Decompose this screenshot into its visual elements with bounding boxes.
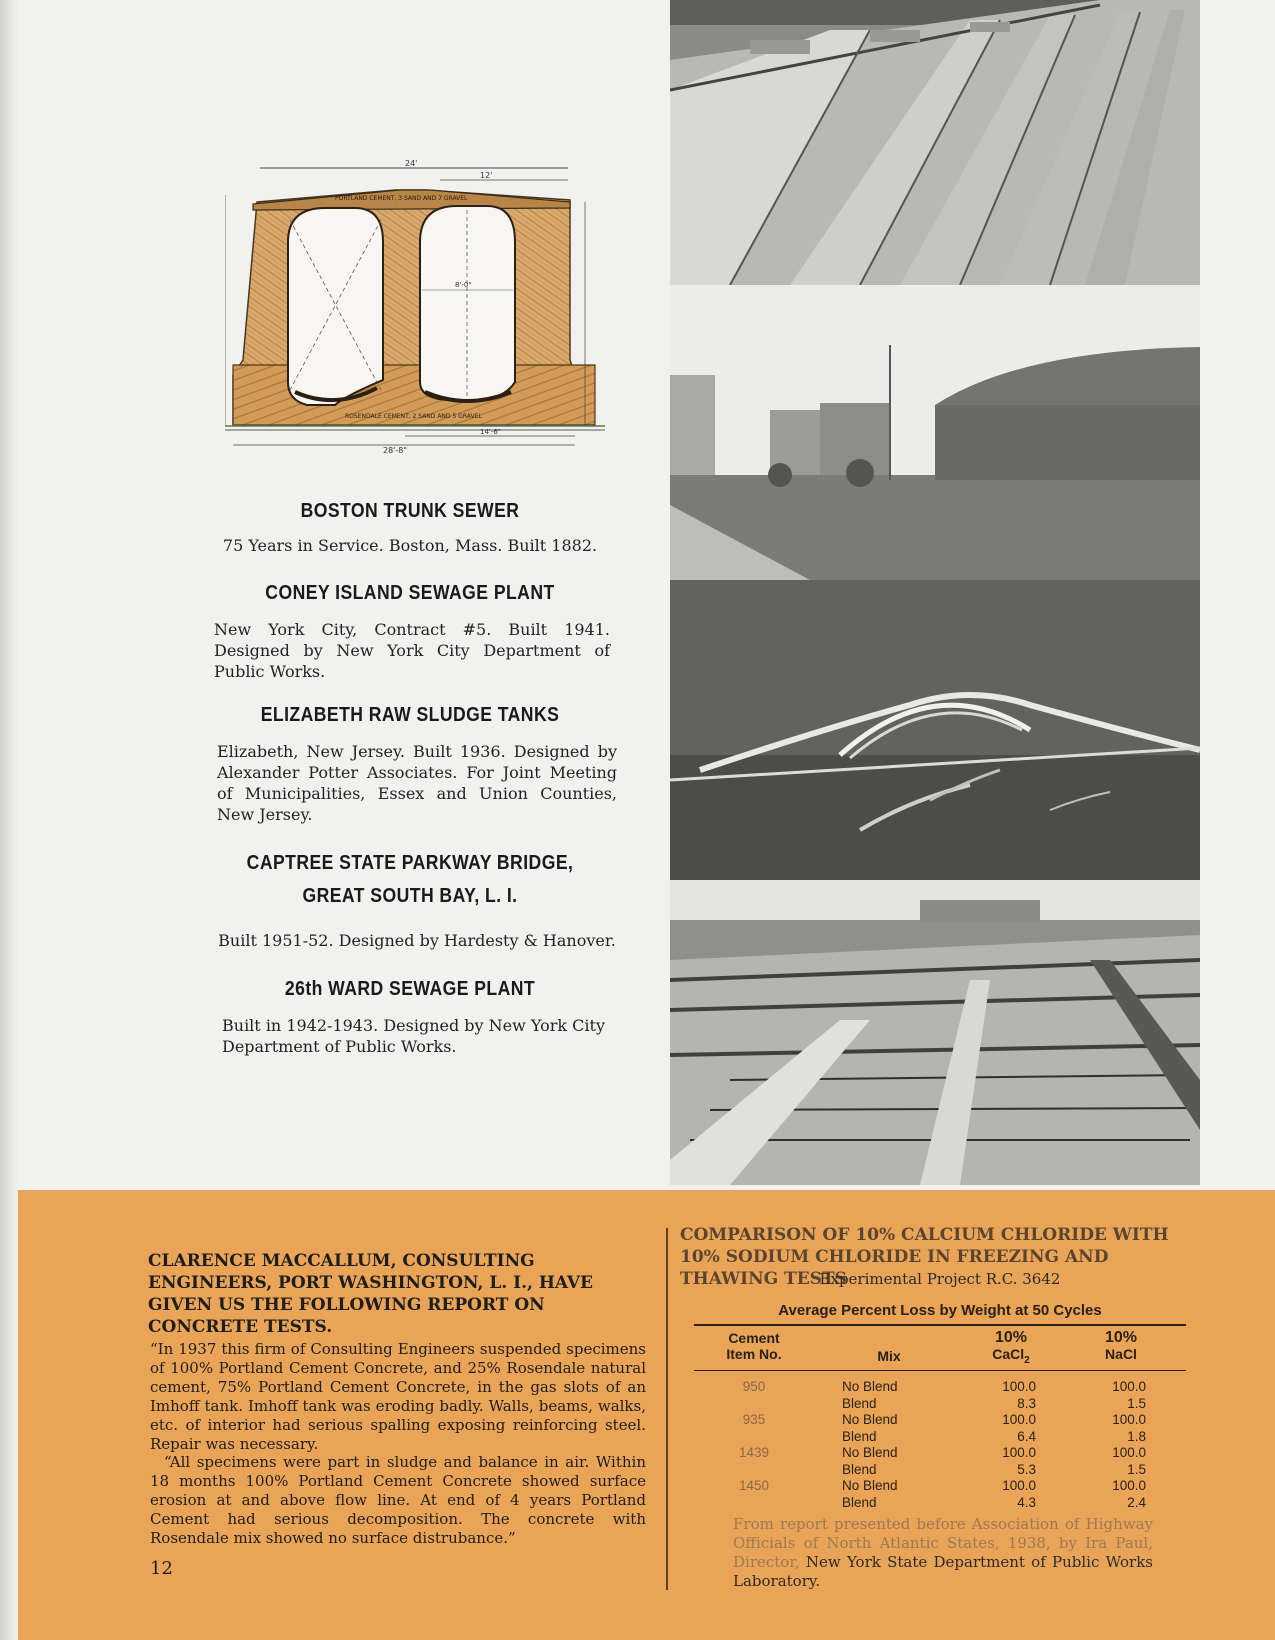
cell-nacl: 1.5 (1127, 1461, 1146, 1477)
cell-mix: Blend (842, 1461, 877, 1477)
project-description: Elizabeth, New Jersey. Built 1936. Designed by Alexander Potter Associates. For Joint Meeting of Municipalities, Essex and Union Counties, New Jersey. (217, 742, 617, 824)
span-label: 8'-0" (455, 281, 472, 289)
dim-top-label: 24' (405, 160, 418, 168)
project-boston-trunk-sewer (200, 500, 620, 556)
cell-nacl: 100.0 (1112, 1478, 1146, 1493)
source-note-rest: New York State Department of Public Works Laboratory. (733, 1553, 1153, 1590)
cell-nacl: 100.0 (1112, 1445, 1146, 1460)
column-divider (666, 1228, 668, 1590)
project-title-line2: GREAT SOUTH BAY, L. I. (302, 885, 518, 907)
project-title: 26th WARD SEWAGE PLANT (284, 978, 536, 1000)
cell-mix: Blend (842, 1428, 877, 1444)
comparison-heading: COMPARISON OF 10% CALCIUM CHLORIDE WITH 10% SODIUM CHLORIDE IN FREEZING AND THAWING TESTS (680, 1225, 1169, 1289)
bottom-layer-label: ROSENDALE CEMENT, 2 SAND AND 5 GRAVEL (345, 413, 482, 420)
cell-cacl: 5.3 (1017, 1461, 1036, 1477)
cell-nacl: 100.0 (1112, 1379, 1146, 1394)
report-paragraph-2: “All specimens were part in sludge and balance in air. Within 18 months 100% Portland Cement Concrete showed surface erosion at and above flow line. At end of 4 years Portland Cement had serious decomposition. The concrete with Rosendale mix showed no surface distrubance.” (150, 1453, 646, 1547)
page-number: 12 (150, 1558, 173, 1579)
cell-nacl: 100.0 (1112, 1412, 1146, 1427)
project-description: Built 1951-52. Designed by Hardesty & Hanover. (218, 931, 616, 950)
header-cacl2: 10% CaCl$_2$ (992, 1329, 1030, 1366)
comparison-subheading: Experimental Project R.C. 3642 (819, 1270, 1061, 1288)
cell-item: 935 (742, 1412, 766, 1427)
header-nacl: 10% NaCl (1104, 1329, 1138, 1362)
photo-26th-ward-sewage-plant (670, 880, 1200, 1185)
project-title-line1: CAPTREE STATE PARKWAY BRIDGE, (246, 852, 574, 874)
project-title: BOSTON TRUNK SEWER (300, 500, 520, 522)
cell-item: 1450 (738, 1478, 770, 1493)
cell-mix: No Blend (842, 1445, 898, 1460)
report-paragraph-1: “In 1937 this firm of Consulting Engineers suspended specimens of 100% Portland Cement Concrete, and 25% Rosendale natural cement, 75% Portland Cement Concrete, in the gas slots of an Imhoff tank. Imhoff tank was eroding badly. Walls, beams, walks, etc. of interior had serious spalling exposing reinforcing steel. Repair was necessary. (150, 1340, 646, 1453)
cell-cacl: 8.3 (1017, 1395, 1036, 1411)
cell-mix: Blend (842, 1395, 877, 1411)
cell-cacl: 100.0 (1002, 1478, 1036, 1493)
cell-cacl: 100.0 (1002, 1379, 1036, 1394)
page-binding-shadow (0, 0, 18, 1640)
sewer-cross-section-drawing (225, 160, 615, 470)
project-title: ELIZABETH RAW SLUDGE TANKS (260, 704, 560, 726)
cell-cacl: 6.4 (1017, 1428, 1036, 1444)
report-heading: CLARENCE MACCALLUM, CONSULTING ENGINEERS, PORT WASHINGTON, L. I., HAVE GIVEN US THE FOLLOWING REPORT ON CONCRETE TESTS. (148, 1251, 593, 1337)
cell-mix: No Blend (842, 1412, 898, 1427)
results-table (694, 1324, 1186, 1511)
photo-boston-trunk-sewer (670, 0, 1200, 285)
project-description: Built in 1942-1943. Designed by New York City Department of Public Works. (222, 1016, 605, 1056)
cell-mix: Blend (842, 1494, 877, 1510)
cell-nacl: 2.4 (1127, 1494, 1146, 1510)
table-header (694, 1324, 1186, 1371)
table-body (694, 1371, 1186, 1511)
table-caption: Average Percent Loss by Weight at 50 Cycles (778, 1302, 1102, 1319)
cell-cacl: 4.3 (1017, 1494, 1036, 1510)
cell-mix: No Blend (842, 1478, 898, 1493)
dim-bottom-right-label: 14'-6" (480, 428, 502, 436)
project-description: New York City, Contract #5. Built 1941. Designed by New York City Department of Public Works. (214, 620, 610, 681)
dim-inner-label: 12' (480, 171, 493, 180)
cell-nacl: 1.8 (1127, 1428, 1146, 1444)
header-mix: Mix (877, 1348, 901, 1364)
project-26th-ward (200, 978, 620, 1057)
project-elizabeth-sludge-tanks (200, 704, 620, 825)
project-captree-bridge (200, 852, 620, 951)
cell-cacl: 100.0 (1002, 1445, 1036, 1460)
photo-coney-island-sewage-plant (670, 285, 1200, 580)
photo-captree-bridge (670, 580, 1200, 880)
cell-item: 1439 (738, 1445, 770, 1460)
project-title: CONEY ISLAND SEWAGE PLANT (265, 582, 555, 604)
project-description: 75 Years in Service. Boston, Mass. Built 1882. (222, 536, 598, 555)
cell-nacl: 1.5 (1127, 1395, 1146, 1411)
source-note (733, 1515, 1153, 1591)
cell-mix: No Blend (842, 1379, 898, 1394)
header-cement-item: Cement Item No. (726, 1330, 782, 1362)
source-note-faded: From report presented before Association of Highway Officials of North Atlantic States, 1938, by Ira Paul, Director, (733, 1515, 1153, 1571)
cell-item: 950 (742, 1379, 766, 1394)
dim-bottom-label: 28'-8" (383, 446, 408, 455)
top-layer-label: PORTLAND CEMENT, 3 SAND AND 7 GRAVEL (335, 195, 468, 202)
cell-cacl: 100.0 (1002, 1412, 1036, 1427)
project-coney-island (200, 582, 620, 682)
